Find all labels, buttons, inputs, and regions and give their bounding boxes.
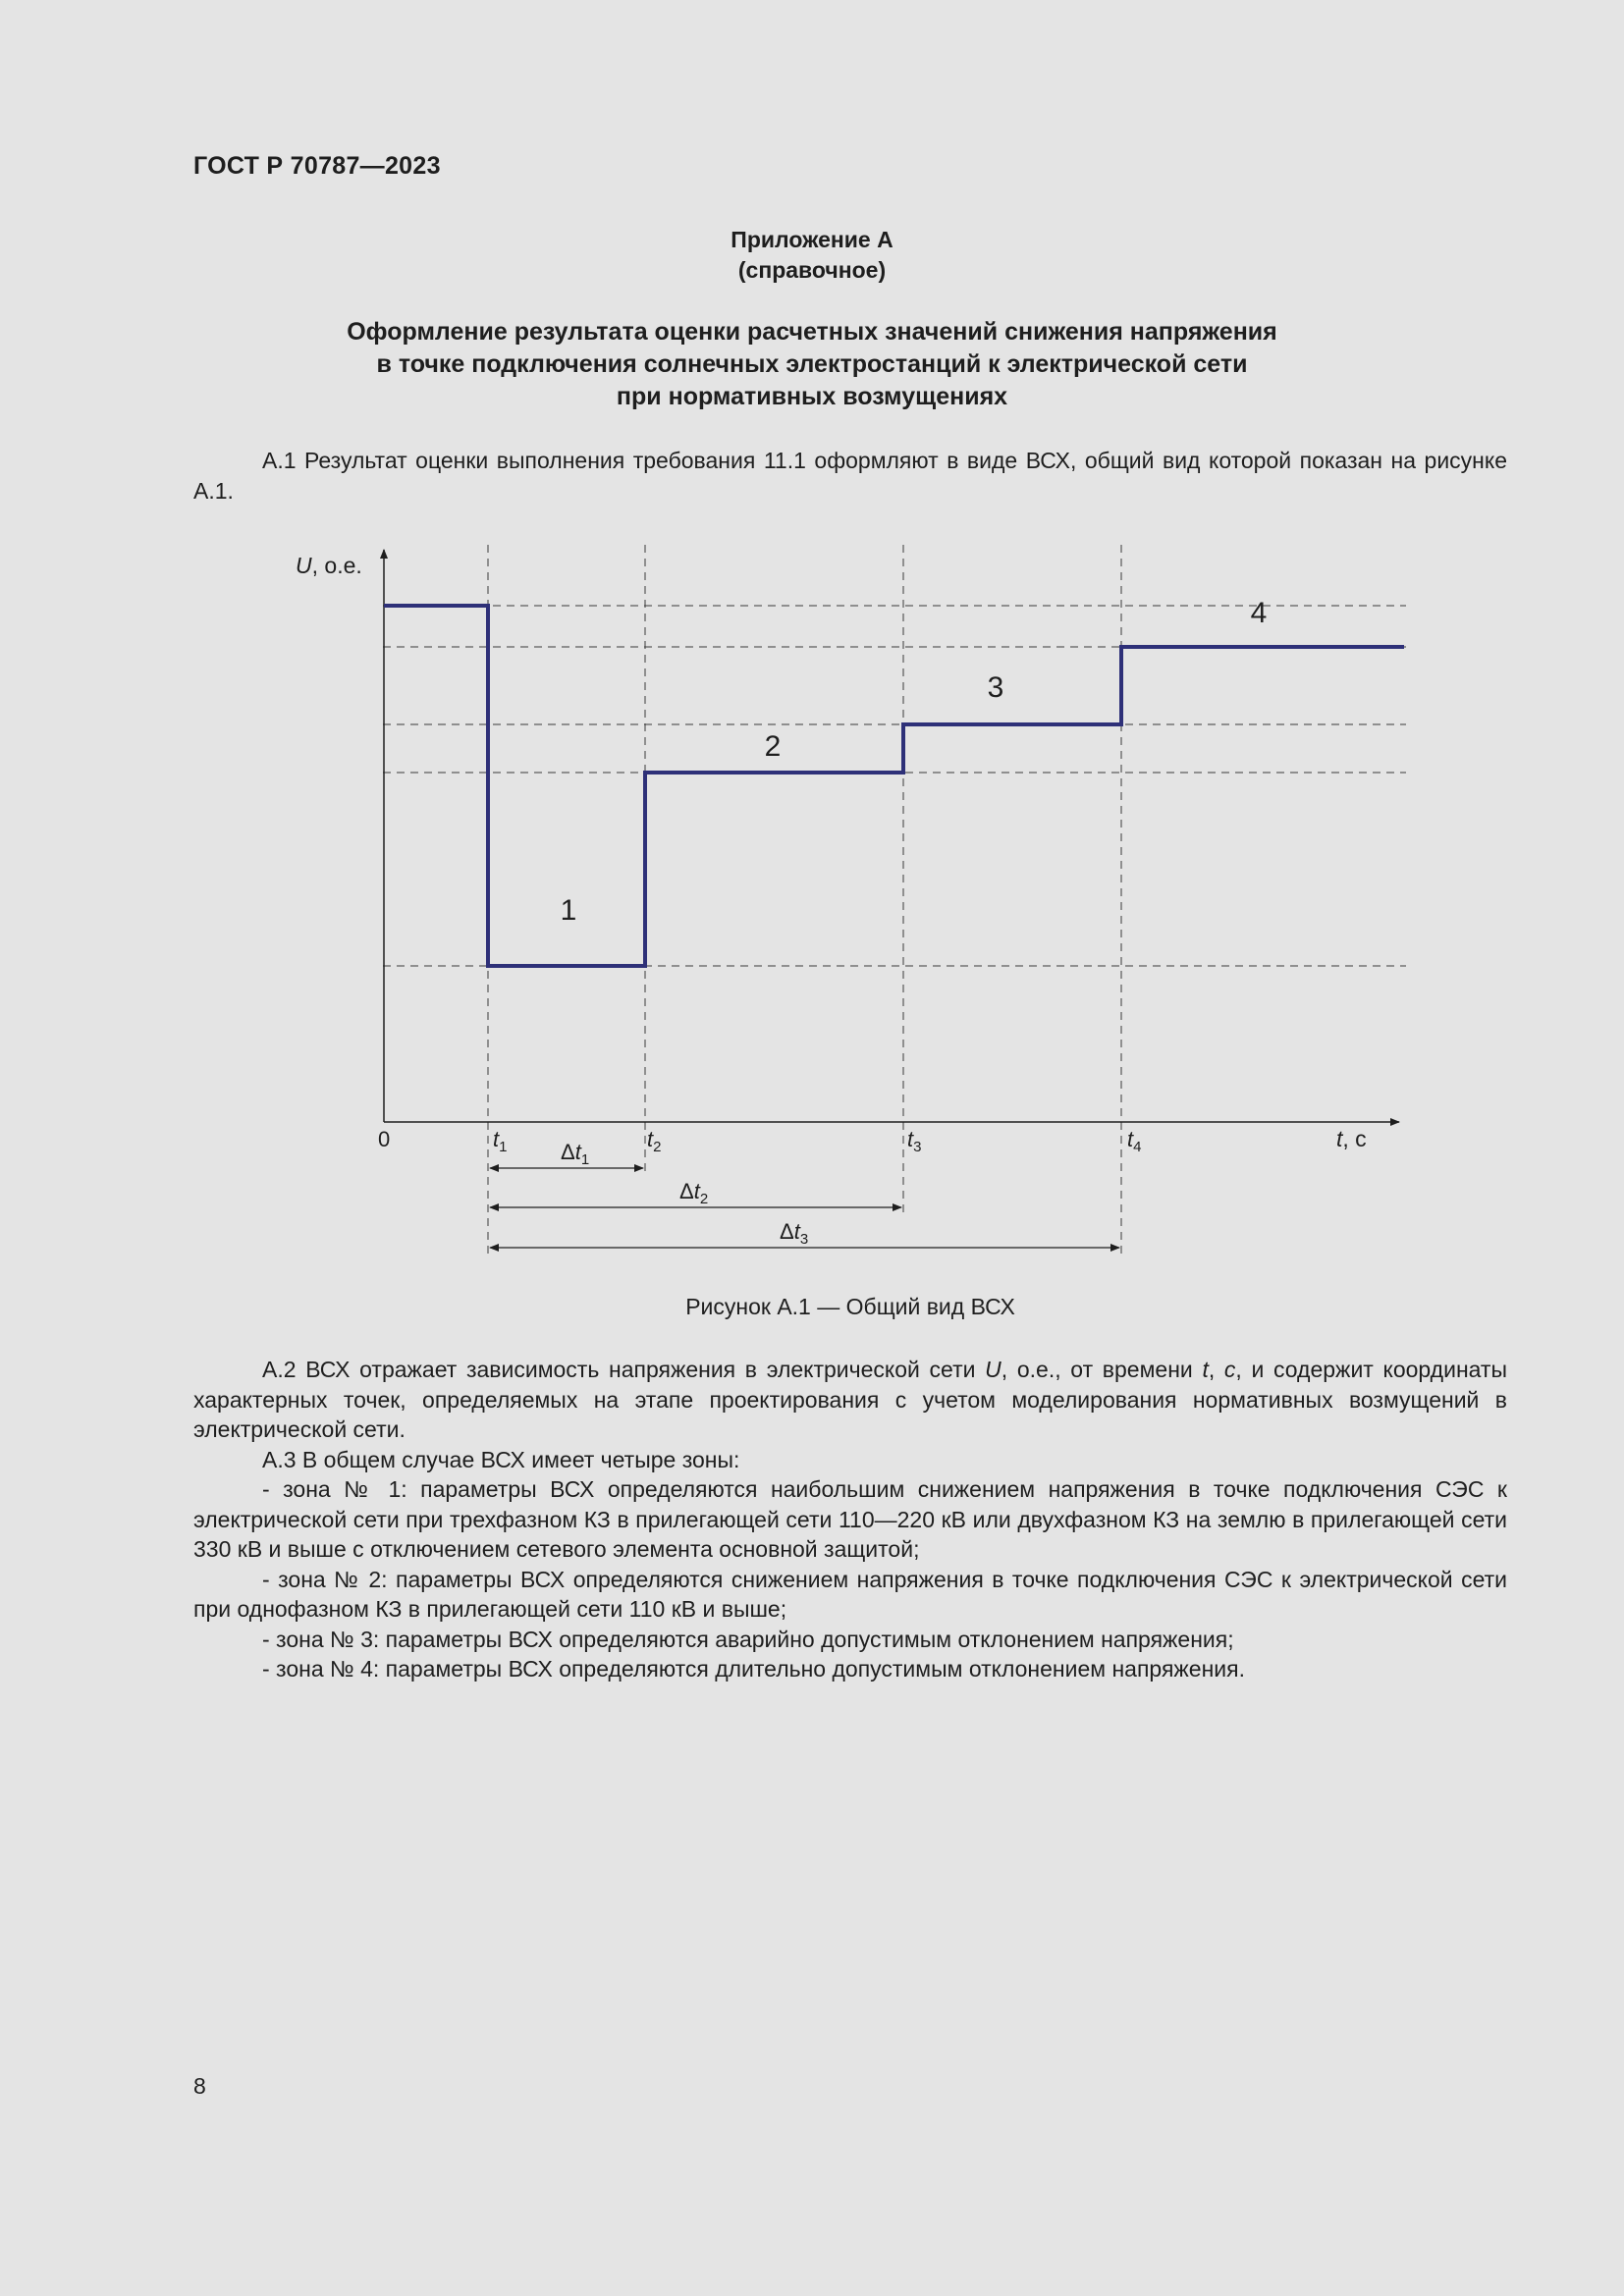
y-axis-label: U, о.е. — [296, 553, 362, 578]
zone-label-1: 1 — [560, 894, 577, 927]
list-item-zone-1: - зона № 1: параметры ВСХ определяются наибольшим снижением напряжения в точке подключения СЭС к электрической сети при трехфазном КЗ в прилегающей сети 110—220 кВ или двухфазном КЗ на землю в прилегающей сети 330 кВ и выше с отключением сетевого элемента основной защитой; — [193, 1476, 1507, 1562]
tick-label-t2: $t_2$ — [647, 1127, 662, 1155]
list-item-zone-3: - зона № 3: параметры ВСХ определяются аварийно допустимым отклонением напряжения; — [262, 1626, 1234, 1652]
zone-label-3: 3 — [987, 671, 1004, 704]
appendix-status-line: (справочное) — [737, 257, 887, 283]
section-title-line-3: при нормативных возмущениях — [616, 383, 1008, 410]
voltage-step-curve — [384, 606, 1404, 966]
vertical-guides — [488, 545, 1121, 1255]
delta-t2-label: $\Delta t_2$ — [679, 1179, 709, 1207]
page-number: 8 — [193, 2073, 206, 2099]
figure-caption: Рисунок А.1 — Общий вид ВСХ — [685, 1294, 1015, 1319]
delta-t3-label: $\Delta t_3$ — [780, 1219, 809, 1248]
delta-t1-label: $\Delta t_1$ — [561, 1140, 590, 1168]
x-axis-label: t, с — [1336, 1126, 1367, 1151]
zone-label-4: 4 — [1250, 597, 1268, 629]
appendix-title-line: Приложение А — [731, 227, 893, 252]
tick-label-t1: $t_1$ — [493, 1127, 508, 1155]
section-title-line-1: Оформление результата оценки расчетных значений снижения напряжения — [347, 318, 1277, 346]
paragraph-a2: А.2 ВСХ отражает зависимость напряжения в электрической сети U, о.е., от времени t, с, и содержит координаты характерных точек, определяемых на этапе проектирования с учетом моделирования нормативных возмущений в электрической сети. — [193, 1357, 1507, 1442]
paragraph-a1-text: А.1 Результат оценки выполнения требования 11.1 оформляют в виде ВСХ, общий вид которой показан на рисунке А.1. — [193, 448, 1507, 504]
tick-label-t3: $t_3$ — [907, 1127, 922, 1155]
list-item-zone-2: - зона № 2: параметры ВСХ определяются снижением напряжения в точке подключения СЭС к электрической сети при однофазном КЗ в прилегающей сети 110 кВ и выше; — [193, 1566, 1507, 1622]
origin-label: 0 — [378, 1127, 391, 1151]
zone-label-2: 2 — [764, 730, 782, 763]
section-title-line-2: в точке подключения солнечных электростанций к электрической сети — [376, 350, 1248, 378]
paragraph-a3: А.3 В общем случае ВСХ имеет четыре зоны: — [262, 1446, 740, 1472]
list-item-zone-4: - зона № 4: параметры ВСХ определяются длительно допустимым отклонением напряжения. — [262, 1656, 1245, 1682]
document-code: ГОСТ Р 70787—2023 — [193, 152, 441, 180]
horizontal-guides — [383, 606, 1406, 966]
tick-label-t4: $t_4$ — [1127, 1127, 1142, 1155]
body-text — [193, 1355, 1507, 1684]
